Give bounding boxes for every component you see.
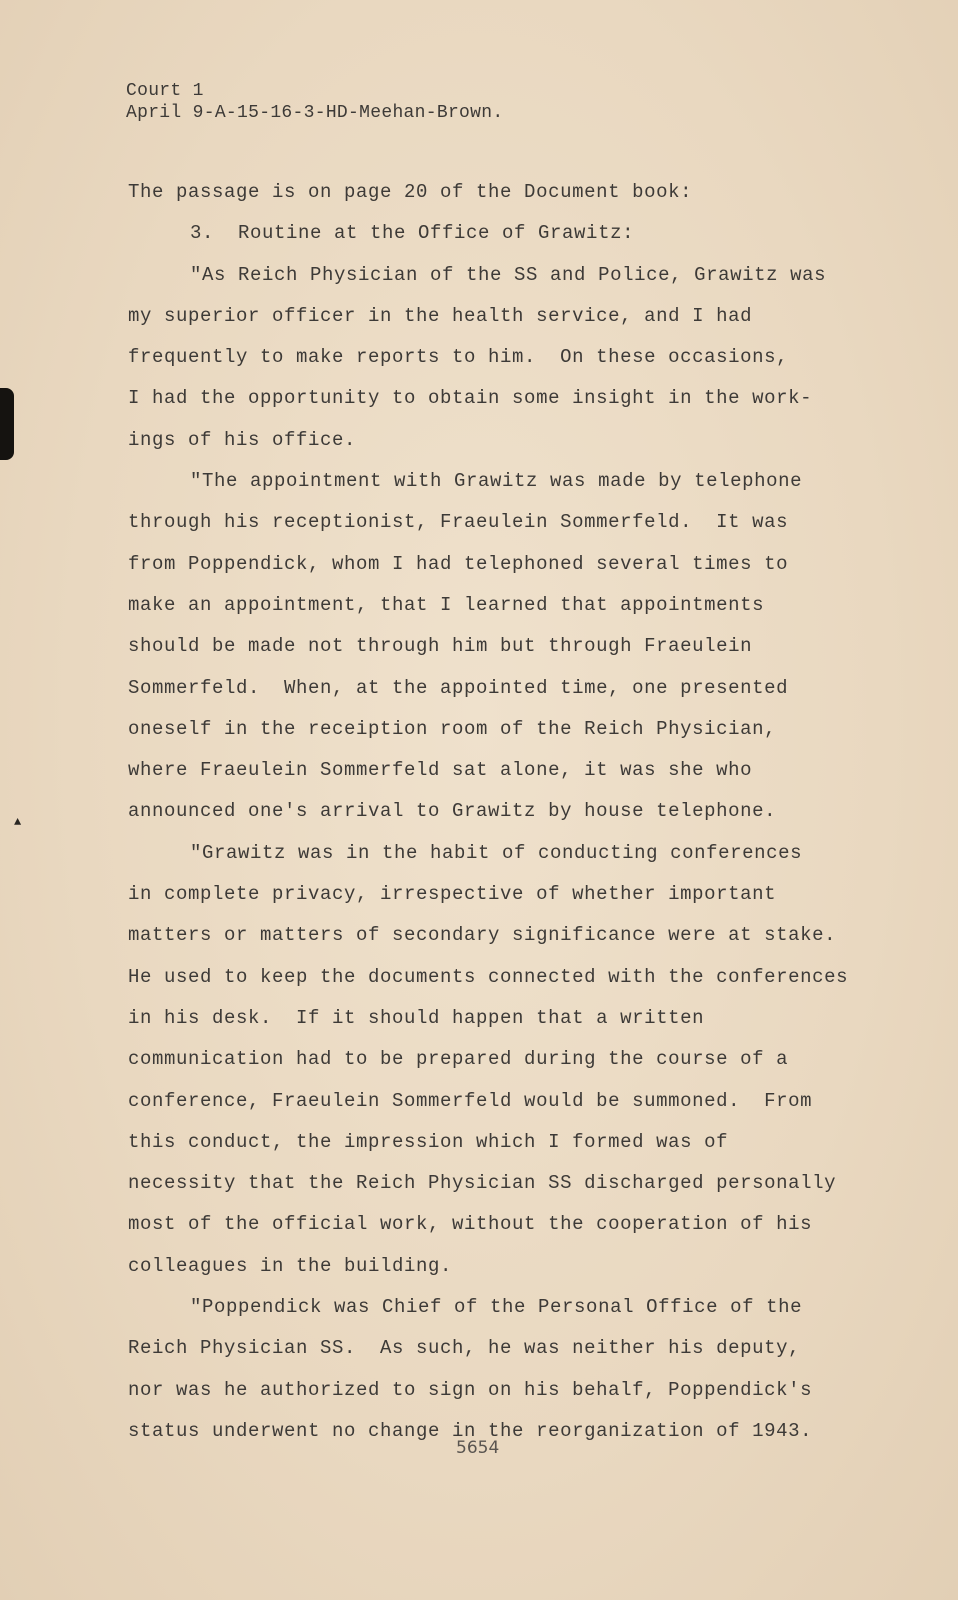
text-line: ings of his office. bbox=[128, 428, 357, 451]
text-line: my superior officer in the health service, and I had bbox=[128, 304, 753, 327]
text-line: The passage is on page 20 of the Document book: bbox=[128, 181, 693, 203]
text-line: most of the official work, without the cooperation of his bbox=[128, 1213, 813, 1236]
page-number: 5654 bbox=[456, 1438, 500, 1458]
text-line: status underwent no change in the reorganization of 1943. bbox=[128, 1419, 813, 1442]
text-line: communication had to be prepared during the course of a bbox=[128, 1048, 789, 1071]
text-line: announced one's arrival to Grawitz by house telephone. bbox=[128, 800, 777, 823]
text-line: colleagues in the building. bbox=[128, 1254, 453, 1277]
text-line: "Grawitz was in the habit of conducting conferences bbox=[190, 841, 803, 864]
text-line: "As Reich Physician of the SS and Police, Grawitz was bbox=[190, 263, 827, 286]
text-line: Sommerfeld. When, at the appointed time, one presented bbox=[128, 676, 789, 699]
text-line: conference, Fraeulein Sommerfeld would be summoned. From bbox=[128, 1089, 813, 1112]
text-line: through his receptionist, Fraeulein Sommerfeld. It was bbox=[128, 511, 789, 534]
document-body bbox=[128, 172, 848, 1452]
text-line: from Poppendick, whom I had telephoned several times to bbox=[128, 552, 789, 575]
text-line: nor was he authorized to sign on his behalf, Poppendick's bbox=[128, 1378, 813, 1401]
text-line: "Poppendick was Chief of the Personal Office of the bbox=[190, 1296, 803, 1319]
text-line: frequently to make reports to him. On these occasions, bbox=[128, 346, 789, 369]
text-line: oneself in the receiption room of the Reich Physician, bbox=[128, 717, 777, 740]
text-line: necessity that the Reich Physician SS discharged personally bbox=[128, 1172, 837, 1195]
text-line: where Fraeulein Sommerfeld sat alone, it was she who bbox=[128, 759, 753, 782]
text-line: in his desk. If it should happen that a written bbox=[128, 1006, 705, 1029]
text-line: this conduct, the impression which I formed was of bbox=[128, 1130, 729, 1153]
text-line: matters or matters of secondary significance were at stake. bbox=[128, 924, 837, 947]
text-line: Reich Physician SS. As such, he was neither his deputy, bbox=[128, 1337, 801, 1360]
header bbox=[126, 80, 503, 124]
text-line: I had the opportunity to obtain some insight in the work- bbox=[128, 387, 813, 410]
section-heading: 3. Routine at the Office of Grawitz: bbox=[190, 222, 635, 245]
text-line: in complete privacy, irrespective of whether important bbox=[128, 883, 777, 906]
text-line: He used to keep the documents connected with the conferences bbox=[128, 965, 849, 988]
text-line: "The appointment with Grawitz was made by telephone bbox=[190, 470, 803, 493]
text-line: should be made not through him but through Fraeulein bbox=[128, 635, 753, 658]
session-label: April 9-A-15-16-3-HD-Meehan-Brown. bbox=[126, 103, 504, 123]
court-label: Court 1 bbox=[126, 81, 204, 101]
margin-arrow-icon: ▲ bbox=[14, 815, 22, 829]
binding-mark bbox=[0, 388, 14, 460]
text-line: make an appointment, that I learned that appointments bbox=[128, 593, 765, 616]
